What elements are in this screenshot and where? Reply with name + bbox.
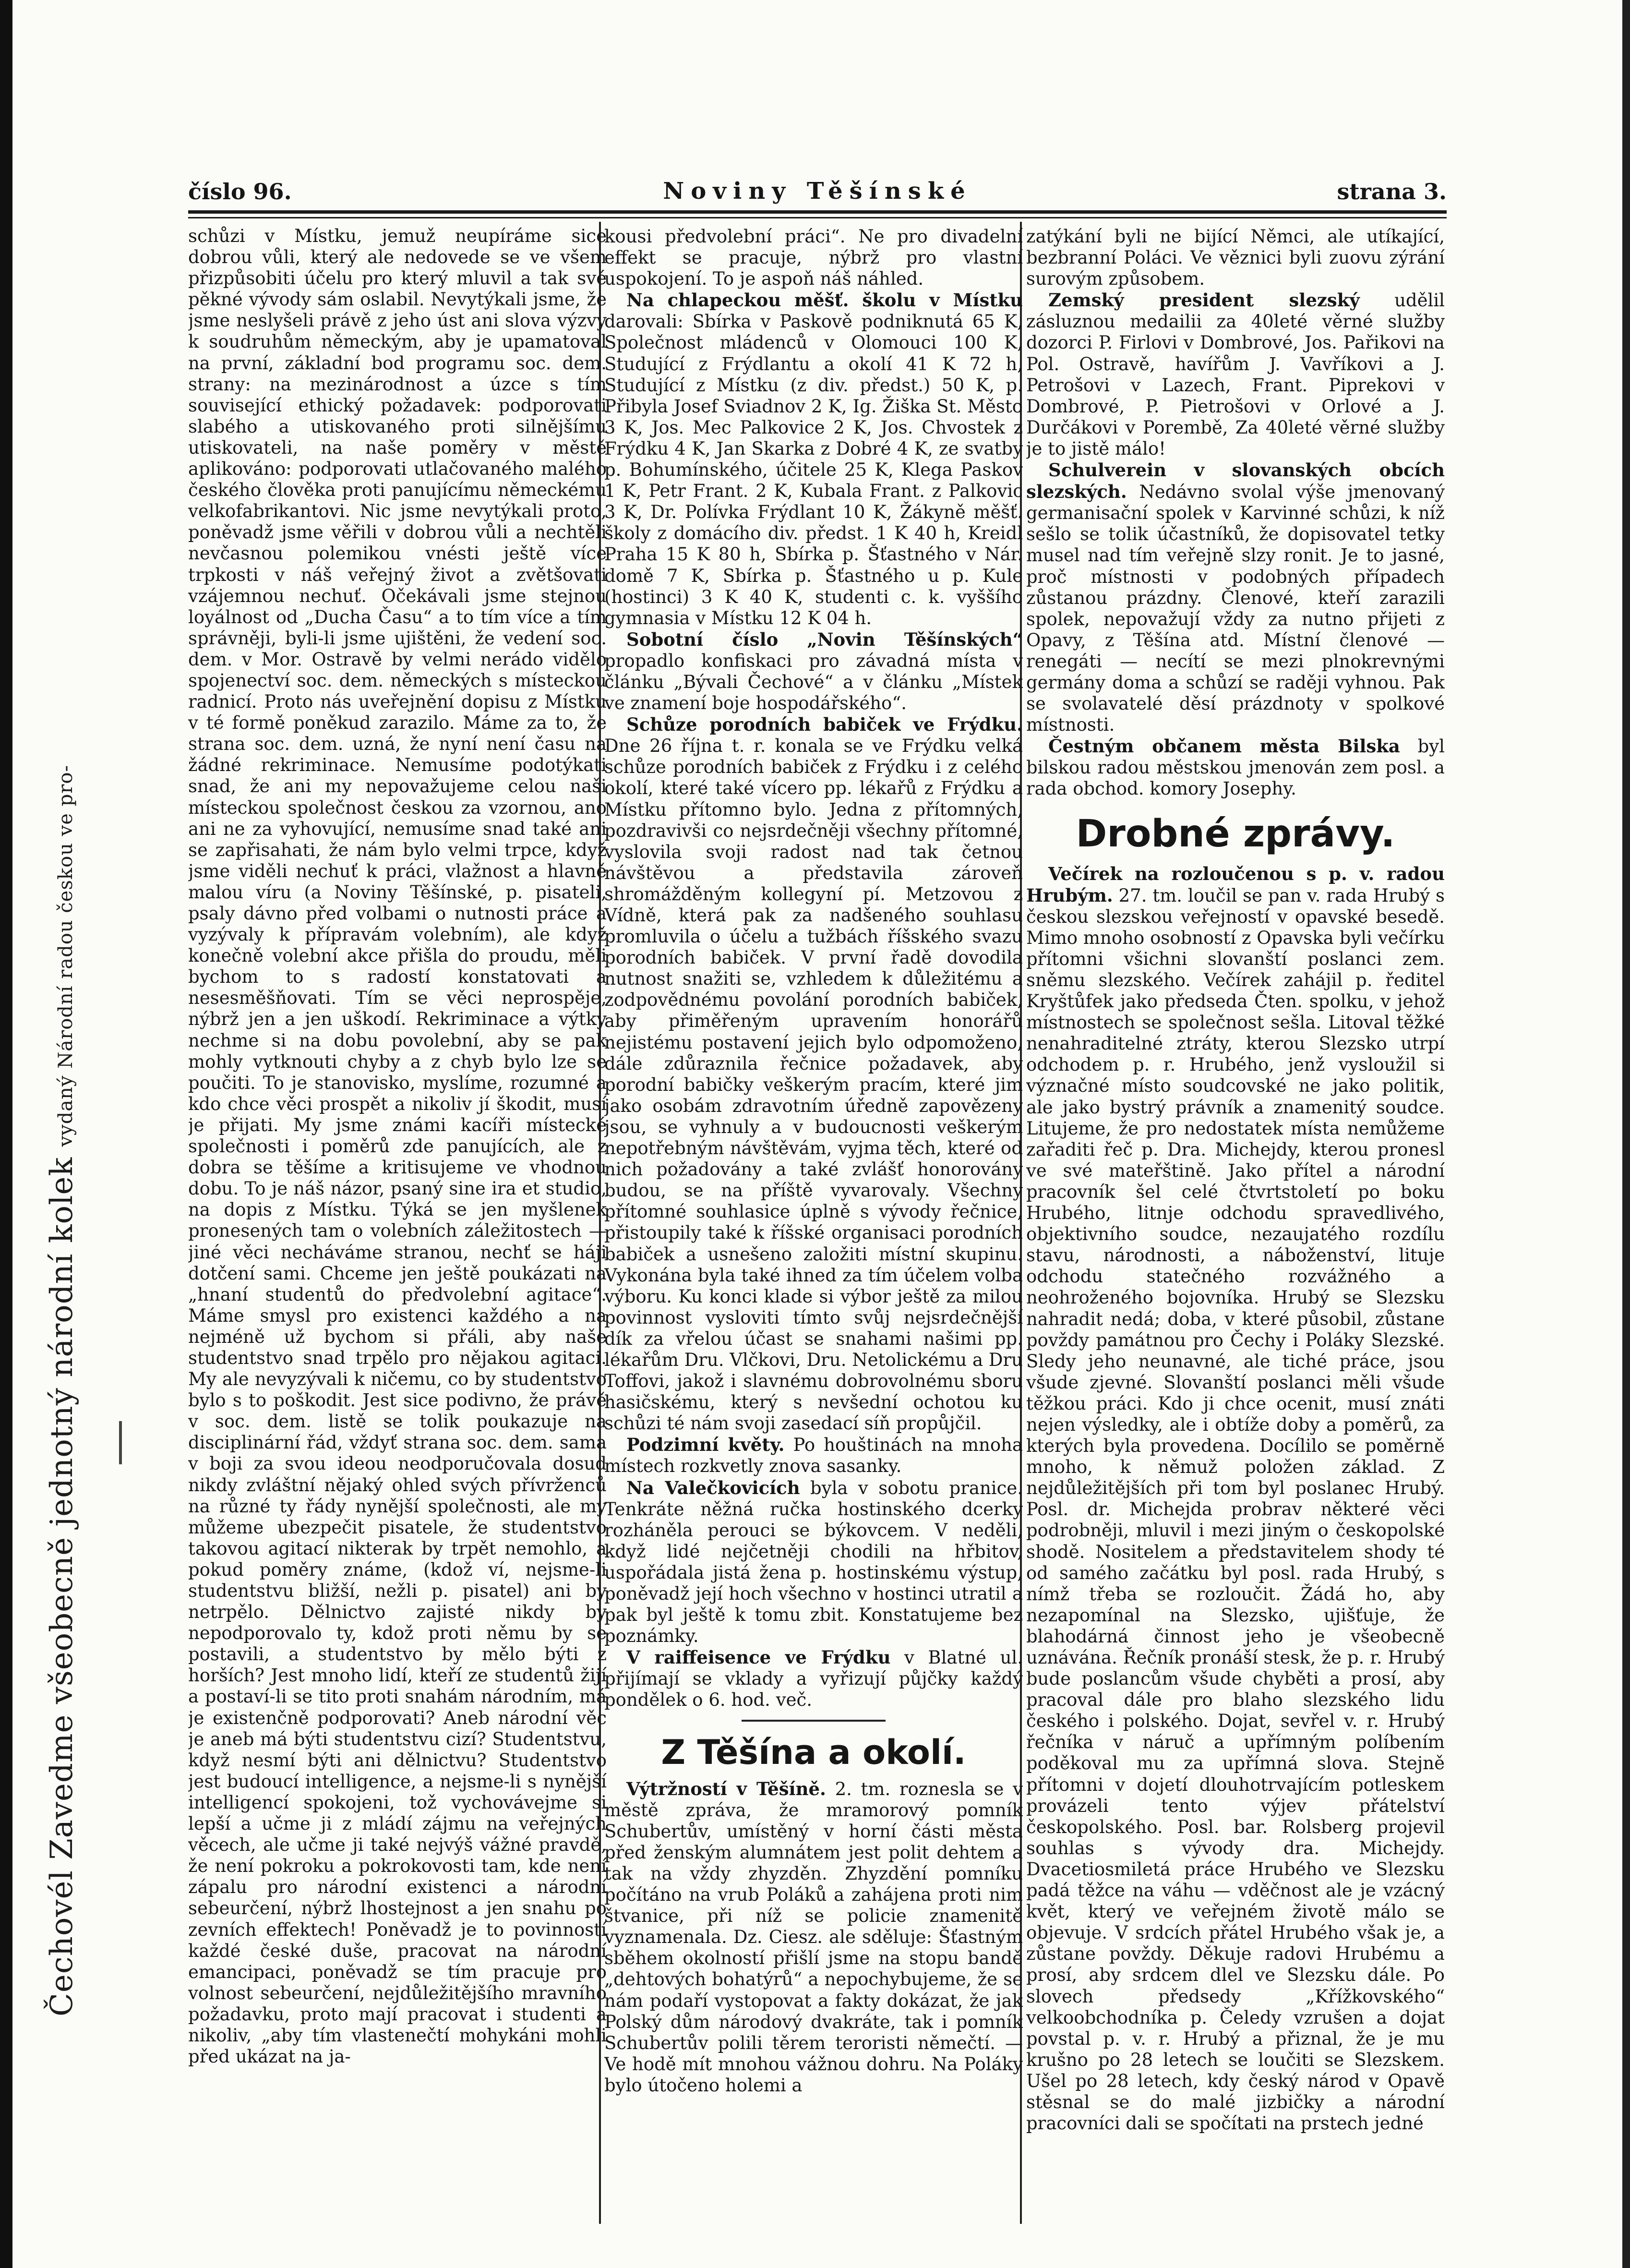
news-item: Podzimní květy. Po houštinách na mnoha místech rozkvetly znova sasanky.	[604, 1434, 1023, 1477]
header-rule-thick	[188, 210, 1447, 214]
news-headline: V raiffeisence ve Frýdku	[626, 1647, 891, 1668]
stamp-small-text: vydaný Národní radou českou ve pro-	[55, 765, 77, 1147]
news-headline: Sobotní číslo „Novin Těšínských“	[626, 628, 1023, 650]
news-item: Výtržností v Těšíně. 2. tm. roznesla se v městě zpráva, že mramorový pomník Schubertův, umístěný v horní části města před ženským alumnátem jest polit dehtem a tak na vždy zhyzděn. Zhyzdění pomníku počítáno na vrub Poláků a zahájena proti nim štvanice, při níž se policie znamenitě vyznamenala. Dz. Ciesz. ale sděluje: Šťastným sběhem okolností přišlí jsme na stopu bandě „dehtových bohatýrů“ a nepochybujeme, že se nám podaří vystopovat a fakty dokázat, že jak Polský dům národový dvakráte, tak i pomník Schubertův polili těrem teroristi němečtí. — Ve hodě mít mnohou vážnou dohru. Na Poláky bylo útočeno holemi a	[604, 1778, 1023, 2096]
issue-number: číslo 96.	[188, 179, 292, 205]
news-item: Schulverein v slovanských obcích slezských. Nedávno svolal výše jmenovaný germanisační spolek v Karvinné schůzi, k níž sešlo se tolik účastníků, že dopisovatel tetky musel nad tím veřejně slzy ronit. Je to jasné, proč místnosti v podobných případech zůstanou prázdny. Členové, kteří zarazili spolek, nepovažují vždy za nutno přijeti z Opavy, z Těšína atd. Místní členové — renegáti — necítí se mezi plnokrevnými germány doma a schůzí se raději vyhnou. Pak se svolavatelé děsí prázdnoty v spolkové místnosti.	[1026, 459, 1445, 736]
margin-mark	[119, 1421, 122, 1464]
news-item: Na chlapeckou měšť. školu v Místku darovali: Sbírka v Paskově podniknutá 65 K, Společnost mládenců v Olomouci 100 K, Studující z Frýdlantu a okolí 41 K 72 h, Studující z Místku (z div. předst.) 50 K, p. Přibyla Josef Sviadnov 2 K, Ig. Žiška St. Město 3 K, Jos. Mec Palkovice 2 K, Jos. Chvostek z Frýdku 4 K, Jan Skarka z Dobré 4 K, ze svatby p. Bohumínského, účitele 25 K, Klega Paskov 1 K, Petr Frant. 2 K, Kubala Frant. z Palkovic 3 K, Dr. Polívka Frýdlant 10 K, Žákyně měšť. školy z domácího div. předst. 1 K 40 h, Kreidl Praha 15 K 80 h, Sbírka p. Šťastného v Nár. domě 7 K, Sbírka p. Šťastného u p. Kule (hostinci) 3 K 40 K, studenti c. k. vyššího gymnasia v Místku 12 K 04 h.	[604, 290, 1023, 628]
news-item: Čestným občanem města Bilska byl bilskou radou městskou jmenován zem posl. a rada obchod. komory Josephy.	[1026, 736, 1445, 799]
news-headline: Zemský president slezský	[1048, 290, 1360, 311]
article-paragraph: zatýkání byli ne bijící Němci, ale utíkající, bezbranní Poláci. Ve věznici byli zuovu zýrání surovým způsobem.	[1026, 226, 1445, 290]
header-rule-thin	[188, 217, 1447, 218]
news-item: Schůze porodních babiček ve Frýdku. Dne 26 října t. r. konala se ve Frýdku velká schůze porodních babiček z Frýdku i z celého okolí, které také vícero pp. lékařů z Frýdku a Místku přítomno bylo. Jedna z přítomných, pozdravivši co nejsrdečněji všechny přítomné, vyslovila svoji radost nad tak četnou návštěvou a představila zároveň shromážděným kollegyní pí. Metzovou z Vídně, která pak za nadšeného souhlasu promluvila o účelu a tužbách říšského svazu porodních babiček. V první řadě dovodila nutnost snažiti se, vzhledem k důležitému a zodpovědnému povolání porodních babiček, aby přiměřeným upravením honorářů nejistému postavení jejich bylo odpomoženo, dále zdůraznila řečnice požadavek, aby porodní babičky veškerým pracím, které jim jako osobám zdravotním úředně zapovězeny jsou, se vyhnuly a v budoucnosti veškerým nepotřebným návštěvám, vyjma těch, které od nich požadovány a také zvlášť honorovány budou, se na příště vyvarovaly. Všechny přítomné souhlasice úplně s vývody řečnice, přistoupily také k říšské organisaci porodních babiček a usnešeno založiti místní skupinu. Vykonána byla také ihned za tím účelem volba výboru. Ku konci klade si výbor ještě za milou povinnost vysloviti tímto svůj nejsrdečnější dík za vřelou účast se snahami našimi pp. lékařům Dru. Vlčkovi, Dru. Netolickému a Dru Toffovi, jakož i slavnému dobrovolnému sboru hasičskému, který s nevšední ochotou ku schůzi té nám svoji zasedací síň propůjčil.	[604, 714, 1023, 1434]
news-headline: Schulverein v slovanských obcích slezských.	[1026, 459, 1445, 503]
news-headline: Výtržností v Těšíně.	[626, 1778, 826, 1799]
news-item: Večírek na rozloučenou s p. v. radou Hrubým. 27. tm. loučil se pan v. rada Hrubý s českou slezskou veřejností v opavské besedě. Mimo mnoho osobností z Opavska byli večírku přítomni všichni slovanští poslanci zem. sněmu slezského. Večírek zahájil p. ředitel Kryštůfek jako předseda Čten. spolku, v jehož místnostech se společnost sešla. Litoval těžké nenahraditelné ztráty, kterou Slezsko utrpí odchodem p. r. Hrubého, jenž vysloužil si význačné místo soudcovské ne jako politik, ale jako bystrý právník a znamenitý soudce. Litujeme, že pro nedostatek místa nemůžeme zařaditi řeč p. Dra. Michejdy, kterou pronesl ve své mateřštině. Jako přítel a národní pracovník šel celé čtvrtstoletí po boku Hrubého, litnje odchodu spravedlivého, objektivního soudce, nezaujatého rozdílu stavu, národnosti, a náboženství, lituje odchodu statečného rozvážného a neohroženého bojovníka. Hrubý se Slezsku nahradit nedá; doba, v které působil, zůstane povždy památnou pro Čechy i Poláky Slezské. Sledy jeho neunavné, ale tiché práce, jsou všude zjevné. Slovanští poslanci měli všude těžkou práci. Kdo ji chce ocenit, musí znáti nejen výsledky, ale i obtíže doby a poměrů, za kterých byla provedena. Docílilo se poměrně mnoho, k němuž položen základ. Z nejdůležitějších při tom byl poslanec Hrubý. Posl. dr. Michejda probrav některé věci podrobněji, mluvil i mezi jiným o českopolské shodě. Nositelem a představitelem shody té od samého začátku byl posl. rada Hrubý, s nímž třeba se rozloučit. Žádá ho, aby nezapomínal na Slezsko, ujišťuje, že blahodárná činnost jeho je všeobecně uznávána. Řečník pronáší stesk, že p. r. Hrubý bude poslancům všude chyběti a prosí, aby pracoval dále pro blaho slezského lidu českého i polského. Dojat, sevřel v. r. Hrubý řečníka v náruč a upřímným políbením poděkoval mu za upřímná slova. Stejně přítomni v dojetí dlouhotrvajícím potleskem provázeli tento výjev přátelství českopolského. Posl. bar. Rolsberg projevil souhlas s vývody dra. Michejdy. Dvacetiosmiletá práce Hrubého ve Slezsku padá těžce na váhu — vděčnost ale je vzácný květ, který ve veřejném životě málo se objevuje. V srdcích přátel Hrubého však je, a zůstane povždy. Děkuje radovi Hrubému a prosí, aby srdcem dlel ve Slezsku dále. Po slovech předsedy „Křížkovského“ velkoobchodníka p. Čeledy vzrušen a dojat povstal p. v. r. Hrubý a přiznal, že je mu krušno po 28 letech se loučiti se Slezskem. Ušel po 28 letech, kdy český národ v Opavě stěsnal se do malé jizbičky a národní pracovníci dali se spočítati na prstech jedné	[1026, 863, 1445, 2134]
column-1	[188, 226, 607, 2216]
column-2	[604, 226, 1023, 2216]
scan-right-edge	[1622, 0, 1630, 2268]
news-headline: Schůze porodních babiček ve Frýdku.	[626, 714, 1023, 736]
margin-stamp	[44, 264, 80, 2016]
stamp-main-text: Čechovél Zavedme všeobecně jednotný národní kolek	[44, 1157, 80, 2016]
article-paragraph: schůzi v Místku, jemuž neupíráme sice dobrou vůli, který ale nedovede se ve všem přizpůsobiti účelu pro který mluvil a tak své pěkné vývody sám oslabil. Nevytýkali jsme, že jsme neslyšeli právě z jeho úst ani slova výzvy k soudruhům německým, aby je upamatoval na první, základní bod programu soc. dem. strany: na mezinárodnost a úzce s tím související ethický požadavek: podporovati slabého a utiskovaného proti silnějšímu utiskovateli, na naše poměry v městě aplikováno: podporovati utlačovaného malého českého člověka proti panujícímu německému velkofabrikantovi. Nic jsme nevytýkali proto, poněvadž jsme věřili v dobrou vůli a nechtěli nevčasnou polemikou vnésti ještě více trpkosti v náš veřejný život a zvětšovati vzájemnou nechuť. Očekávali jsme stejnou loyálnost od „Ducha Času“ a to tím více a tím správněji, byli-li jsme ujištěni, že vedení soc. dem. v Mor. Ostravě by velmi nerádo vidělo spojenectví soc. dem. německých s místeckou radnicí. Proto nás uveřejnění dopisu z Místku v té formě poněkud zarazilo. Máme za to, že strana soc. dem. uzná, že nyní není času na žádné rekriminace. Nemusíme podotýkati snad, že ani my nepovažujeme celou naši místeckou společnost českou za vzornou, ano ani ne za vyhovující, nemusíme snad také ani se zapřisahati, že nám bylo velmi trpce, když jsme viděli nechuť k práci, vlažnost a hlavně malou víru (a Noviny Těšínské, p. pisateli, psaly dávno před volbami o nutnosti práce a vyzývaly k přípravám volebním), ale když konečně volební akce přišla do proudu, měli bychom to s radostí konstatovati a nesesměšňovati. Tím se věci neprospěje, nýbrž jen a jen uškodí. Rekriminace a výtky nechme si na dobu povolební, aby se pak mohly vytknouti chyby a z chyb bylo lze se poučiti. To je stanovisko, myslíme, rozumné a kdo chce věci prospět a nikoliv jí škodit, musí je přijati. My jsme známi kacíři místecké společnosti i poměrů zde panujících, ale z dobra se těšíme a kritisujeme ve vhodnou dobu. To je náš názor, psaný sine ira et studio, na dopis z Místku. Týká se jen myšlenek pronesených tam o volebních záležitostech — jiné věci necháváme stranou, nechť se háji dotčení sami. Chceme jen ještě poukázati na „hnaní studentů do předvolební agitace“. Máme smysl pro existenci každého a na nejméně už bychom si přáli, aby naše studentstvo snad trpělo pro nějakou agitaci. My ale nevyzývali k ničemu, co by studentstvo bylo s to poškodit. Jest sice podivno, že právě v soc. dem. listě se tolik poukazuje na disciplinární řád, vždyť strana soc. dem. sama v boji za svou ideou neodporučovala dosud nikdy zvláštní nějaký ohled svých přívrženců na různé ty řády nynější společnosti, ale my můžeme ubezpečit pisatele, že studentstvo takovou agitací nikterak by trpět nemohlo, a pokud poměry známe, (kdož ví, nejsme-li studentstvu bližší, nežli p. pisatel) ani by netrpělo. Dělnictvo zajisté nikdy by nepodporovalo ty, kdož proti němu by se postavili, a studentstvo by mělo býti z horších? Jest mnoho lidí, kteří ze studentů žijí a postaví-li se tito proti snahám národním, má je existenčně podporovati? Aneb národní věc je aneb má býti studentstvu cizí? Studentstvu, když nesmí býti ani dělnictvu? Studentstvo jest budoucí intelligence, a nejsme-li s nynější intelligencí spokojeni, tož vychovávejme si lepší a učme ji z mládí zájmu na veřejných věcech, ale učme ji také nejvýš vážné pravdě, že není pokroku a pokrokovosti tam, kde není zápalu pro národní existenci a národní sebeurčení, nýbrž lhostejnost a jen snahu po zevních effektech! Poněvadž je to povinností každé české duše, pracovat na národní emancipaci, poněvadž se tím pracuje pro volnost sebeurčení, nejdůležitějšího mravního požadavku, proto mají pracovat i studenti a nikoliv, „aby tím vlastenečtí mohykáni mohli před ukázat na ja-	[188, 226, 607, 2067]
section-separator	[742, 1720, 886, 1722]
news-headline: Podzimní květy.	[626, 1434, 785, 1456]
article-paragraph: kousi předvolební práci“. Ne pro divadelní effekt se pracuje, nýbrž pro vlastní uspokojení. To je aspoň náš náhled.	[604, 226, 1023, 290]
section-title: Z Těšína a okolí.	[661, 1732, 966, 1772]
news-item: Sobotní číslo „Novin Těšínských“ propadlo konfiskaci pro závadná místa v článku „Bývali Čechové“ a v článku „Místek ve znamení boje hospodářského“.	[604, 628, 1023, 714]
news-item: V raiffeisence ve Frýdku v Blatné ul. přijímají se vklady a vyřizují půjčky každý pondělek o 6. hod. več.	[604, 1647, 1023, 1711]
news-item: Na Valečkovicích byla v sobotu pranice. Tenkráte něžná ručka hostinského dcerky rozháněla perouci se býkovcem. V neděli, když lidé nejčetněji chodili na hřbitov, uspořádala jistá žena p. hostinskému výstup, poněvadž její hoch všechno v hostinci utratil a pak byl ještě k tomu zbit. Konstatujeme bez poznámky.	[604, 1477, 1023, 1647]
page-header	[188, 174, 1447, 207]
scan-left-edge	[0, 0, 12, 2268]
news-headline: Večírek na rozloučenou s p. v. radou Hrubým.	[1026, 863, 1445, 906]
news-headline: Na Valečkovicích	[626, 1477, 800, 1498]
column-3	[1026, 226, 1445, 2216]
page-number: strana 3.	[1337, 179, 1447, 205]
newspaper-title: Noviny Těšínské	[663, 178, 972, 205]
news-headline: Čestným občanem města Bilska	[1048, 736, 1400, 757]
news-item: Zemský president slezský udělil zásluznou medailii za 40leté věrné služby dozorci P. Firlovi v Dombrové, Jos. Pařikovi na Pol. Ostravě, havířům J. Vavříkovi a J. Petrošovi v Lazech, Frant. Piprekovi v Dombrové, P. Pietrošovi v Orlové a J. Durčákovi v Porembě, Za 40leté věrné služby je to jistě málo!	[1026, 290, 1445, 459]
section-title: Drobné zprávy.	[1076, 812, 1395, 856]
news-headline: Na chlapeckou měšť. školu v Místku	[626, 290, 1023, 311]
